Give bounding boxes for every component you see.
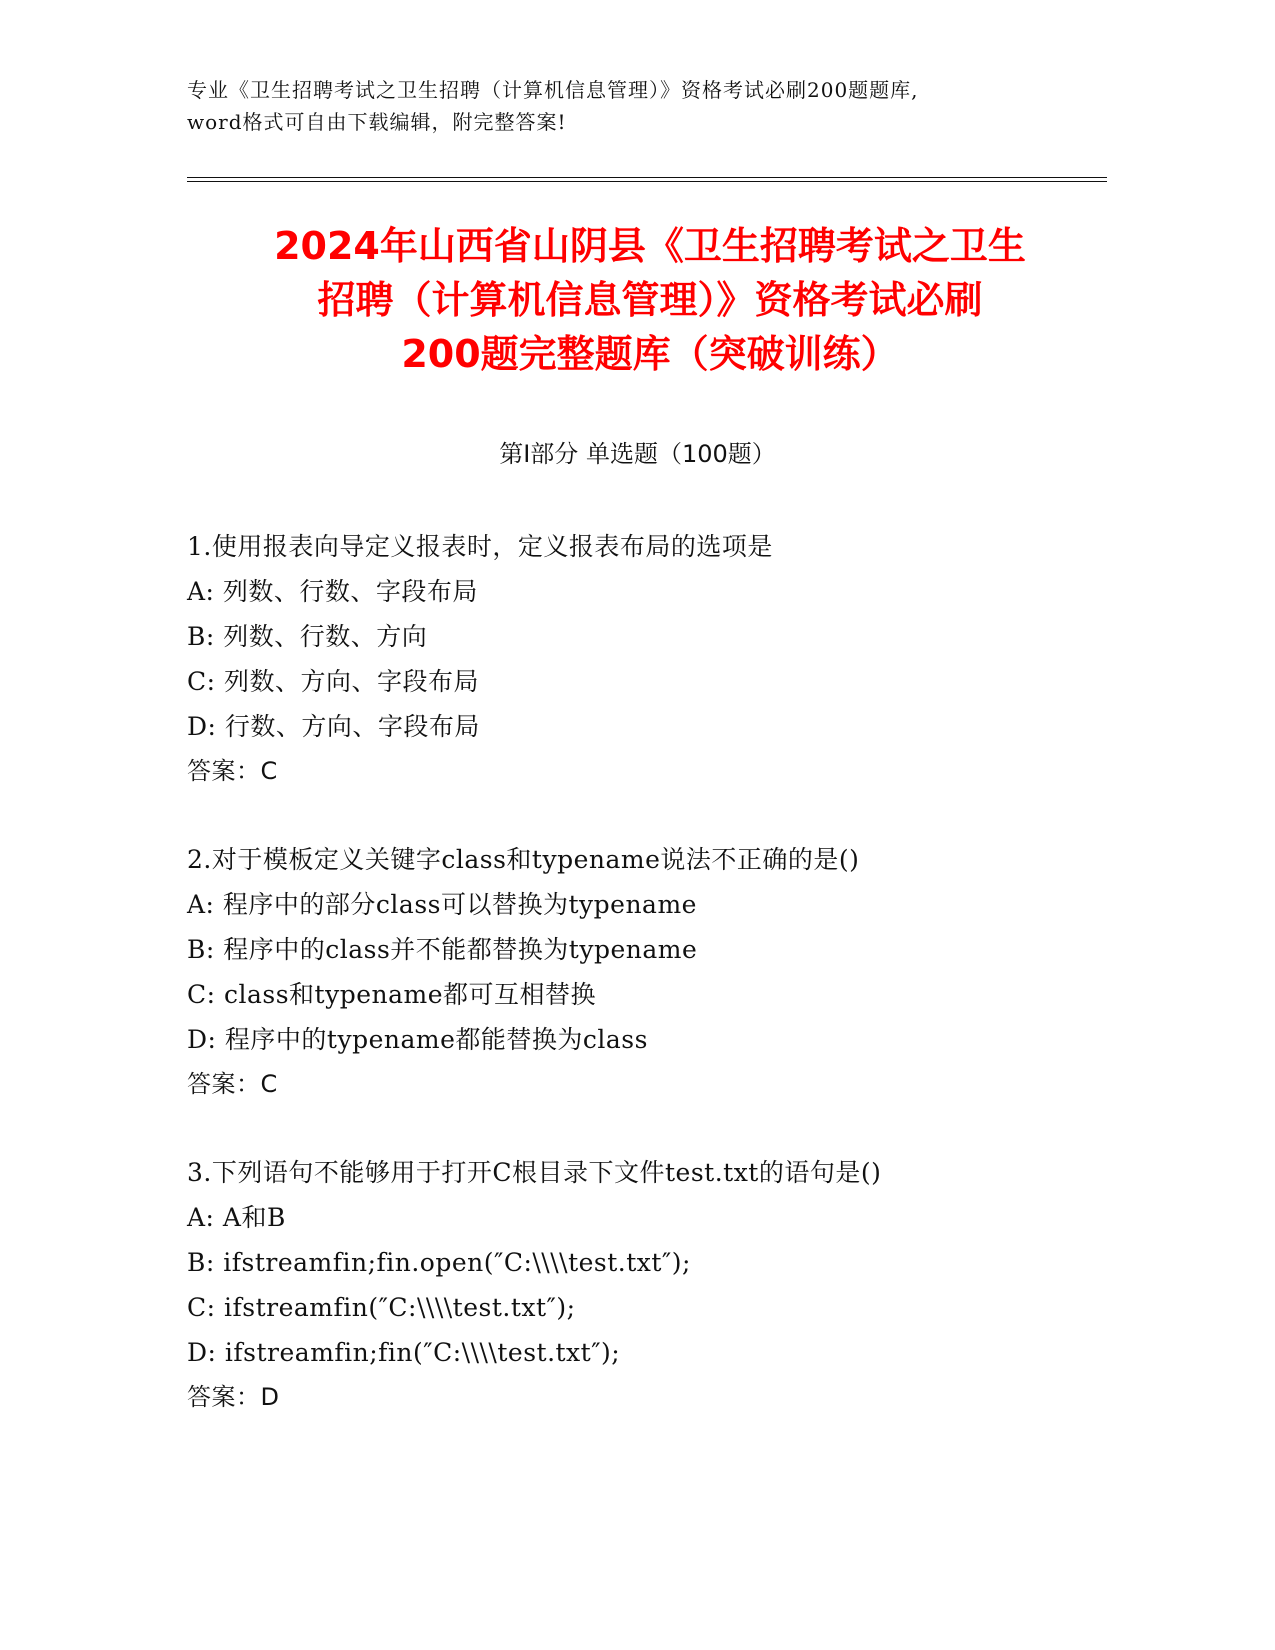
title-line-2: 招聘（计算机信息管理）》资格考试必刷: [317, 278, 983, 322]
option-b: B: ifstreamfin;fin.open(″C:\\\\test.txt″);: [187, 1248, 691, 1277]
section-heading: 第Ⅰ部分 单选题（100题）: [499, 440, 776, 468]
option-a: A: A和B: [187, 1203, 286, 1232]
option-b: B: 列数、行数、方向: [187, 622, 428, 651]
option-d: D: 程序中的typename都能替换为class: [187, 1025, 648, 1054]
question-2: [187, 837, 1087, 1107]
header-divider-top: [187, 177, 1107, 178]
option-b: B: 程序中的class并不能都替换为typename: [187, 935, 698, 964]
header-note-line-2: word格式可自由下载编辑，附完整答案!: [187, 110, 567, 134]
question-stem: 3.下列语句不能够用于打开C根目录下文件test.txt的语句是(): [187, 1158, 882, 1187]
option-a: A: 列数、行数、字段布局: [187, 577, 478, 606]
question-stem: 2.对于模板定义关键字class和typename说法不正确的是(): [187, 845, 860, 874]
answer: 答案：C: [187, 757, 278, 785]
document-title: [150, 219, 1150, 381]
header-note-line-1: 专业《卫生招聘考试之卫生招聘（计算机信息管理）》资格考试必刷200题题库,: [187, 78, 919, 102]
option-c: C: ifstreamfin(″C:\\\\test.txt″);: [187, 1293, 576, 1322]
option-c: C: class和typename都可互相替换: [187, 980, 597, 1009]
title-line-3: 200题完整题库（突破训练）: [401, 332, 899, 376]
header-note: [187, 74, 1107, 138]
option-c: C: 列数、方向、字段布局: [187, 667, 479, 696]
answer: 答案：D: [187, 1383, 280, 1411]
option-a: A: 程序中的部分class可以替换为typename: [187, 890, 697, 919]
option-d: D: 行数、方向、字段布局: [187, 712, 480, 741]
option-d: D: ifstreamfin;fin(″C:\\\\test.txt″);: [187, 1338, 621, 1367]
question-1: [187, 524, 1087, 794]
title-line-1: 2024年山西省山阴县《卫生招聘考试之卫生: [274, 224, 1026, 268]
question-stem: 1.使用报表向导定义报表时，定义报表布局的选项是: [187, 532, 773, 561]
answer: 答案：C: [187, 1070, 278, 1098]
question-list: [187, 524, 1087, 1463]
question-3: [187, 1150, 1087, 1420]
header-divider-bottom: [187, 181, 1107, 182]
